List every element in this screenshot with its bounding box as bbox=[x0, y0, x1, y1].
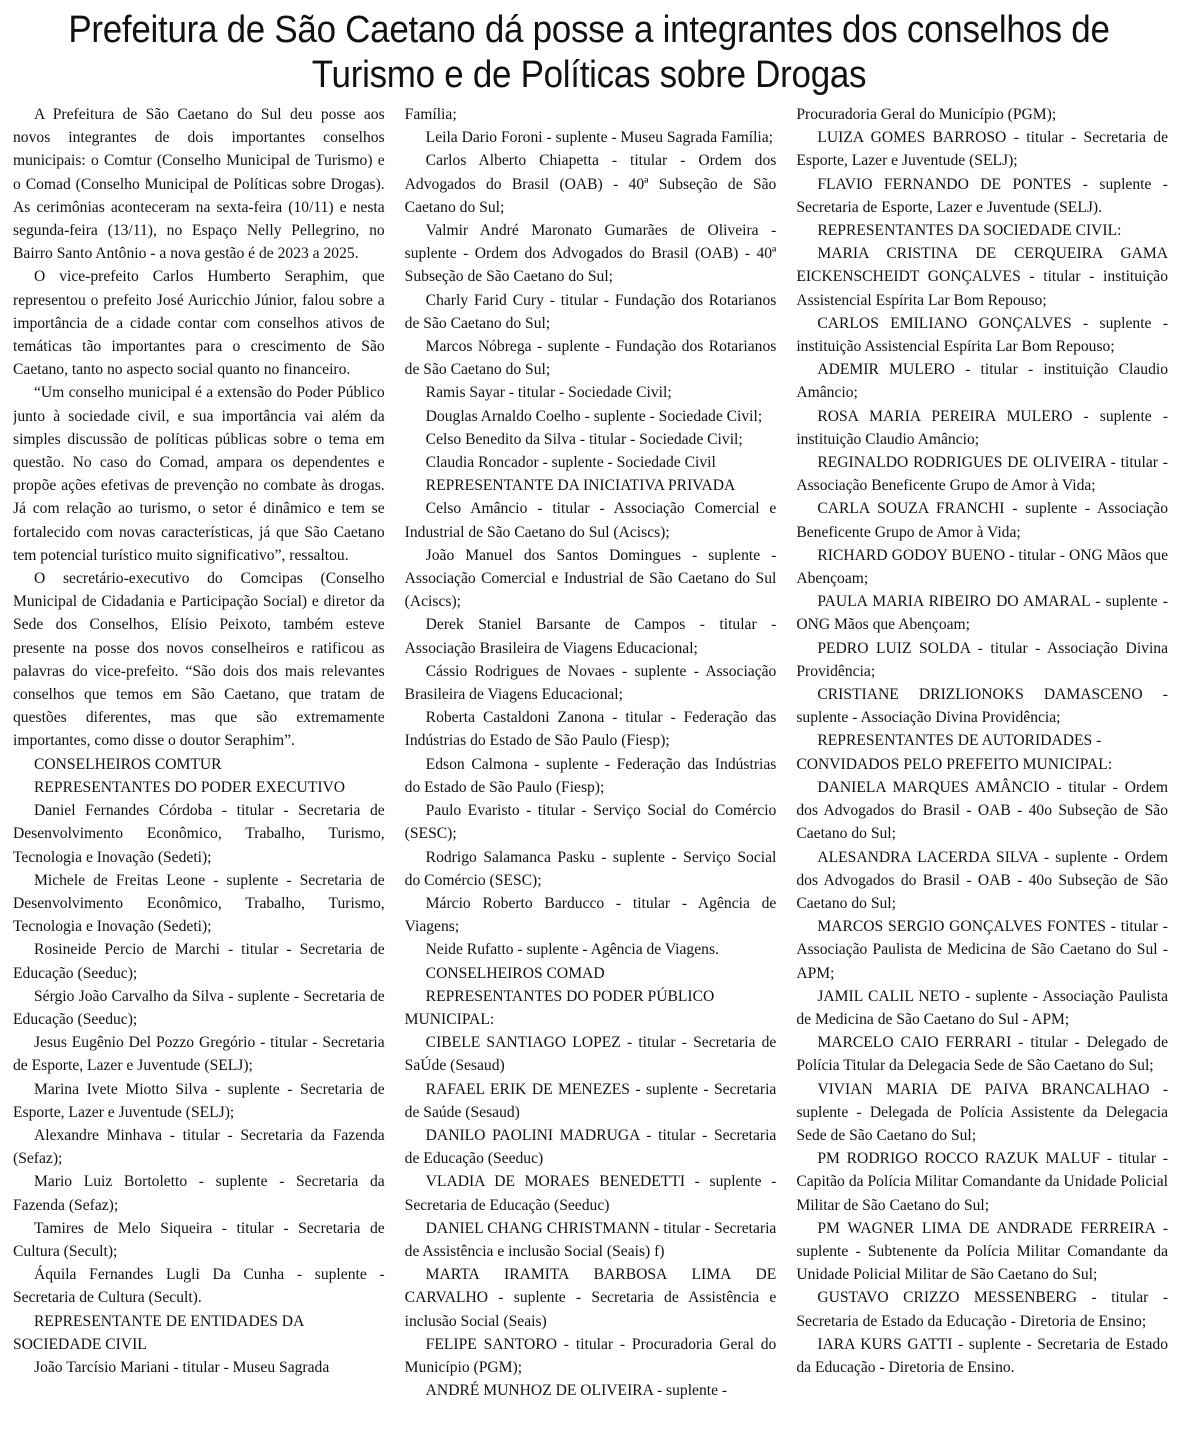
article-paragraph: Paulo Evaristo - titular - Serviço Social do Comércio (SESC); bbox=[404, 802, 777, 843]
article-paragraph: LUIZA GOMES BARROSO - titular - Secretaria de Esporte, Lazer e Juventude (SELJ); bbox=[796, 129, 1169, 170]
article-paragraph: MARIA CRISTINA DE CERQUEIRA GAMA EICKENSCHEIDT GONÇALVES - titular - instituição Assistencial Espírita Lar Bom Repouso; bbox=[796, 245, 1169, 309]
article-paragraph: João Tarcísio Mariani - titular - Museu Sagrada bbox=[34, 1358, 330, 1376]
article-paragraph: MARTA IRAMITA BARBOSA LIMA DE CARVALHO - suplente - Secretaria de Assistência e inclusão Social (Seais) bbox=[404, 1266, 777, 1330]
article-paragraph: PM WAGNER LIMA DE ANDRADE FERREIRA - suplente - Subtenente da Polícia Militar Comandante da Unidade Policial Militar de São Caetano do Sul; bbox=[796, 1219, 1169, 1284]
article-paragraph: Mario Luiz Bortoletto - suplente - Secretaria da Fazenda (Sefaz); bbox=[13, 1173, 385, 1214]
article-paragraph: CARLOS EMILIANO GONÇALVES - suplente - instituição Assistencial Espírita Lar Bom Repouso; bbox=[796, 314, 1169, 356]
article-paragraph: JAMIL CALIL NETO - suplente - Associação Paulista de Medicina de São Caetano do Sul - APM; bbox=[796, 987, 1169, 1028]
article-column-1 bbox=[13, 103, 385, 1456]
article-paragraph: Claudia Roncador - suplente - Sociedade Civil bbox=[425, 454, 716, 472]
article-paragraph: Jesus Eugênio Del Pozzo Gregório - titular - Secretaria de Esporte, Lazer e Juventude (SELJ); bbox=[13, 1034, 385, 1075]
article-paragraph: RICHARD GODOY BUENO - titular - ONG Mãos que Abençoam; bbox=[796, 546, 1169, 588]
article-paragraph: CARLA SOUZA FRANCHI - suplente - Associação Beneficente Grupo de Amor à Vida; bbox=[796, 500, 1169, 541]
article-paragraph: Rosineide Percio de Marchi - titular - Secretaria de Educação (Seeduc); bbox=[13, 941, 385, 982]
article-paragraph: Neide Rufatto - suplente - Agência de Viagens. bbox=[425, 941, 719, 959]
article-paragraph: Tamires de Melo Siqueira - titular - Secretaria de Cultura (Secult); bbox=[13, 1219, 385, 1260]
article-paragraph: PM RODRIGO ROCCO RAZUK MALUF - titular - Capitão da Polícia Militar Comandante da Unidade Policial Militar de São Caetano do Sul; bbox=[796, 1150, 1169, 1214]
article-paragraph: O vice-prefeito Carlos Humberto Seraphim, que representou o prefeito José Auricchio Júnior, falou sobre a importância de a cidade contar com conselhos ativos de temáticas tão importantes para o crescimento de São Caetano, tanto no aspecto social quanto no financeiro. bbox=[13, 268, 385, 379]
article-paragraph: Roberta Castaldoni Zanona - titular - Federação das Indústrias do Estado de São Paulo (Fiesp); bbox=[404, 709, 777, 750]
article-paragraph: Rodrigo Salamanca Pasku - suplente - Serviço Social do Comércio (SESC); bbox=[404, 848, 777, 889]
article-paragraph: Derek Staniel Barsante de Campos - titular - Associação Brasileira de Viagens Educacional; bbox=[404, 616, 777, 657]
article-paragraph: Edson Calmona - suplente - Federação das Indústrias do Estado de São Paulo (Fiesp); bbox=[404, 755, 777, 796]
article-column-2 bbox=[405, 103, 777, 1456]
article-column-3 bbox=[796, 103, 1168, 1456]
article-paragraph: O secretário-executivo do Comcipas (Conselho Municipal de Cidadania e Participação Social) e diretor da Sede dos Conselhos, Elísio Peixoto, também esteve presente na posse dos novos conselheiros e ratificou as palavras do vice-prefeito. “São dois dos mais relevantes conselhos que temos em São Caetano, que tratam de questões diferentes, mas que são extremamente importantes, como disse o doutor Seraphim”. bbox=[13, 570, 385, 750]
article-paragraph: GUSTAVO CRIZZO MESSENBERG - titular - Secretaria de Estado da Educação - Diretoria de Ensino; bbox=[796, 1289, 1169, 1330]
article-paragraph: Alexandre Minhava - titular - Secretaria da Fazenda (Sefaz); bbox=[13, 1126, 385, 1168]
article-paragraph: Celso Amâncio - titular - Associação Comercial e Industrial de São Caetano do Sul (Aciscs); bbox=[404, 500, 777, 541]
article-paragraph: FELIPE SANTORO - titular - Procuradoria Geral do Município (PGM); bbox=[404, 1335, 777, 1376]
article-paragraph: Michele de Freitas Leone - suplente - Secretaria de Desenvolvimento Econômico, Trabalho, Turismo, Tecnologia e Inovação (Sedeti); bbox=[13, 871, 385, 936]
article-paragraph: Marina Ivete Miotto Silva - suplente - Secretaria de Esporte, Lazer e Juventude (SELJ); bbox=[13, 1080, 385, 1121]
article-paragraph: Ramis Sayar - titular - Sociedade Civil; bbox=[425, 384, 672, 402]
section-heading: REPRESENTANTES DA SOCIEDADE CIVIL: bbox=[817, 222, 1122, 240]
article-paragraph: PAULA MARIA RIBEIRO DO AMARAL - suplente - ONG Mãos que Abençoam; bbox=[796, 593, 1169, 634]
article-paragraph: DANIELA MARQUES AMÂNCIO - titular - Ordem dos Advogados do Brasil - OAB - 40o Subseção de São Caetano do Sul; bbox=[796, 778, 1169, 843]
article-paragraph: Charly Farid Cury - titular - Fundação dos Rotarianos de São Caetano do Sul; bbox=[404, 291, 777, 332]
section-heading: REPRESENTANTES DO PODER PÚBLICO MUNICIPAL: bbox=[404, 987, 715, 1028]
article-paragraph: Procuradoria Geral do Município (PGM); bbox=[796, 106, 1057, 123]
article-paragraph: MARCOS SERGIO GONÇALVES FONTES - titular - Associação Paulista de Medicina de São Caetano do Sul - APM; bbox=[796, 918, 1169, 982]
article-paragraph: ROSA MARIA PEREIRA MULERO - suplente - instituição Claudio Amâncio; bbox=[796, 407, 1169, 448]
article-paragraph: ALESANDRA LACERDA SILVA - suplente - Ordem dos Advogados do Brasil - OAB - 40o Subseção de São Caetano do Sul; bbox=[796, 848, 1169, 912]
section-heading: CONSELHEIROS COMAD bbox=[425, 964, 605, 982]
article-paragraph: Celso Benedito da Silva - titular - Sociedade Civil; bbox=[425, 430, 743, 448]
article-paragraph: Áquila Fernandes Lugli Da Cunha - suplente - Secretaria de Cultura (Secult). bbox=[13, 1266, 385, 1307]
article-paragraph: João Manuel dos Santos Domingues - suplente - Associação Comercial e Industrial de São Caetano do Sul (Aciscs); bbox=[404, 546, 777, 611]
article-paragraph: “Um conselho municipal é a extensão do Poder Público junto à sociedade civil, e sua importância vai além da simples discussão de políticas públicas sobre o tema em questão. No caso do Comad, ampara os dependentes e propõe ações efetivas de prevenção no combate às drogas. Já com relação ao turismo, o setor é dinâmico e tem se fortalecido com novas características, já que São Caetano tem potencial turístico muito significativo”, ressaltou. bbox=[13, 384, 385, 564]
article-paragraph: IARA KURS GATTI - suplente - Secretaria de Estado da Educação - Diretoria de Ensino. bbox=[796, 1335, 1169, 1376]
article-paragraph: Daniel Fernandes Córdoba - titular - Secretaria de Desenvolvimento Econômico, Trabalho, Turismo, Tecnologia e Inovação (Sedeti); bbox=[13, 802, 385, 866]
article-paragraph: REGINALDO RODRIGUES DE OLIVEIRA - titular - Associação Beneficente Grupo de Amor à Vida; bbox=[796, 454, 1169, 495]
article-paragraph: FLAVIO FERNANDO DE PONTES - suplente - Secretaria de Esporte, Lazer e Juventude (SELJ). bbox=[796, 175, 1169, 216]
article-paragraph: RAFAEL ERIK DE MENEZES - suplente - Secretaria de Saúde (Sesaud) bbox=[404, 1080, 777, 1121]
article-paragraph: A Prefeitura de São Caetano do Sul deu posse aos novos integrantes de dois importantes conselhos municipais: o Comtur (Conselho Municipal de Turismo) e o Comad (Conselho Municipal de Políticas sobre Drogas). As cerimônias aconteceram na sexta-feira (10/11) e nesta segunda-feira (13/11), no Espaço Nelly Pellegrino, no Bairro Santo Antônio - a nova gestão é de 2023 a 2025. bbox=[13, 106, 385, 263]
article-paragraph: DANIEL CHANG CHRISTMANN - titular - Secretaria de Assistência e inclusão Social (Seais) f) bbox=[404, 1219, 777, 1260]
article-body bbox=[13, 103, 1168, 1456]
section-heading: REPRESENTANTES DE AUTORIDADES - CONVIDADOS PELO PREFEITO MUNICIPAL: bbox=[796, 732, 1113, 773]
article-paragraph: MARCELO CAIO FERRARI - titular - Delegado de Polícia Titular da Delegacia Sede de São Caetano do Sul; bbox=[796, 1034, 1169, 1075]
article-paragraph: Valmir André Maronato Gumarães de Oliveira - suplente - Ordem dos Advogados do Brasil (OAB) - 40ª Subseção de São Caetano do Sul; bbox=[404, 222, 777, 286]
article-paragraph: Família; bbox=[404, 106, 457, 123]
article-paragraph: Leila Dario Foroni - suplente - Museu Sagrada Família; bbox=[425, 129, 773, 147]
section-heading: REPRESENTANTE DA INICIATIVA PRIVADA bbox=[425, 477, 736, 495]
article-paragraph: DANILO PAOLINI MADRUGA - titular - Secretaria de Educação (Seeduc) bbox=[404, 1126, 777, 1168]
article-paragraph: Sérgio João Carvalho da Silva - suplente - Secretaria de Educação (Seeduc); bbox=[13, 987, 385, 1028]
article-paragraph: ANDRÉ MUNHOZ DE OLIVEIRA - suplente - bbox=[425, 1382, 728, 1400]
section-heading: REPRESENTANTES DO PODER EXECUTIVO bbox=[34, 778, 346, 796]
article-paragraph: ADEMIR MULERO - titular - instituição Claudio Amâncio; bbox=[796, 361, 1169, 402]
article-paragraph: Márcio Roberto Barducco - titular - Agência de Viagens; bbox=[404, 894, 777, 936]
article-paragraph: Marcos Nóbrega - suplente - Fundação dos Rotarianos de São Caetano do Sul; bbox=[404, 338, 777, 379]
article-paragraph: VLADIA DE MORAES BENEDETTI - suplente - Secretaria de Educação (Seeduc) bbox=[404, 1173, 777, 1214]
article-paragraph: VIVIAN MARIA DE PAIVA BRANCALHAO - suplente - Delegada de Polícia Assistente da Delegacia Sede de São Caetano do Sul; bbox=[796, 1080, 1169, 1144]
article-paragraph: Carlos Alberto Chiapetta - titular - Ordem dos Advogados do Brasil (OAB) - 40ª Subseção de São Caetano do Sul; bbox=[404, 152, 777, 216]
article-paragraph: CRISTIANE DRIZLIONOKS DAMASCENO - suplente - Associação Divina Providência; bbox=[796, 686, 1169, 727]
article-paragraph: Douglas Arnaldo Coelho - suplente - Sociedade Civil; bbox=[425, 407, 763, 425]
section-heading: CONSELHEIROS COMTUR bbox=[34, 755, 222, 773]
article-paragraph: Cássio Rodrigues de Novaes - suplente - Associação Brasileira de Viagens Educacional; bbox=[404, 662, 777, 704]
section-heading: REPRESENTANTE DE ENTIDADES DA SOCIEDADE CIVIL bbox=[13, 1312, 304, 1353]
article-headline: Prefeitura de São Caetano dá posse a integrantes dos conselhos de Turismo e de Políticas sobre Drogas bbox=[68, 9, 1110, 96]
article-paragraph: CIBELE SANTIAGO LOPEZ - titular - Secretaria de SaÚde (Sesaud) bbox=[404, 1034, 777, 1075]
article-paragraph: PEDRO LUIZ SOLDA - titular - Associação Divina Providência; bbox=[796, 639, 1169, 680]
